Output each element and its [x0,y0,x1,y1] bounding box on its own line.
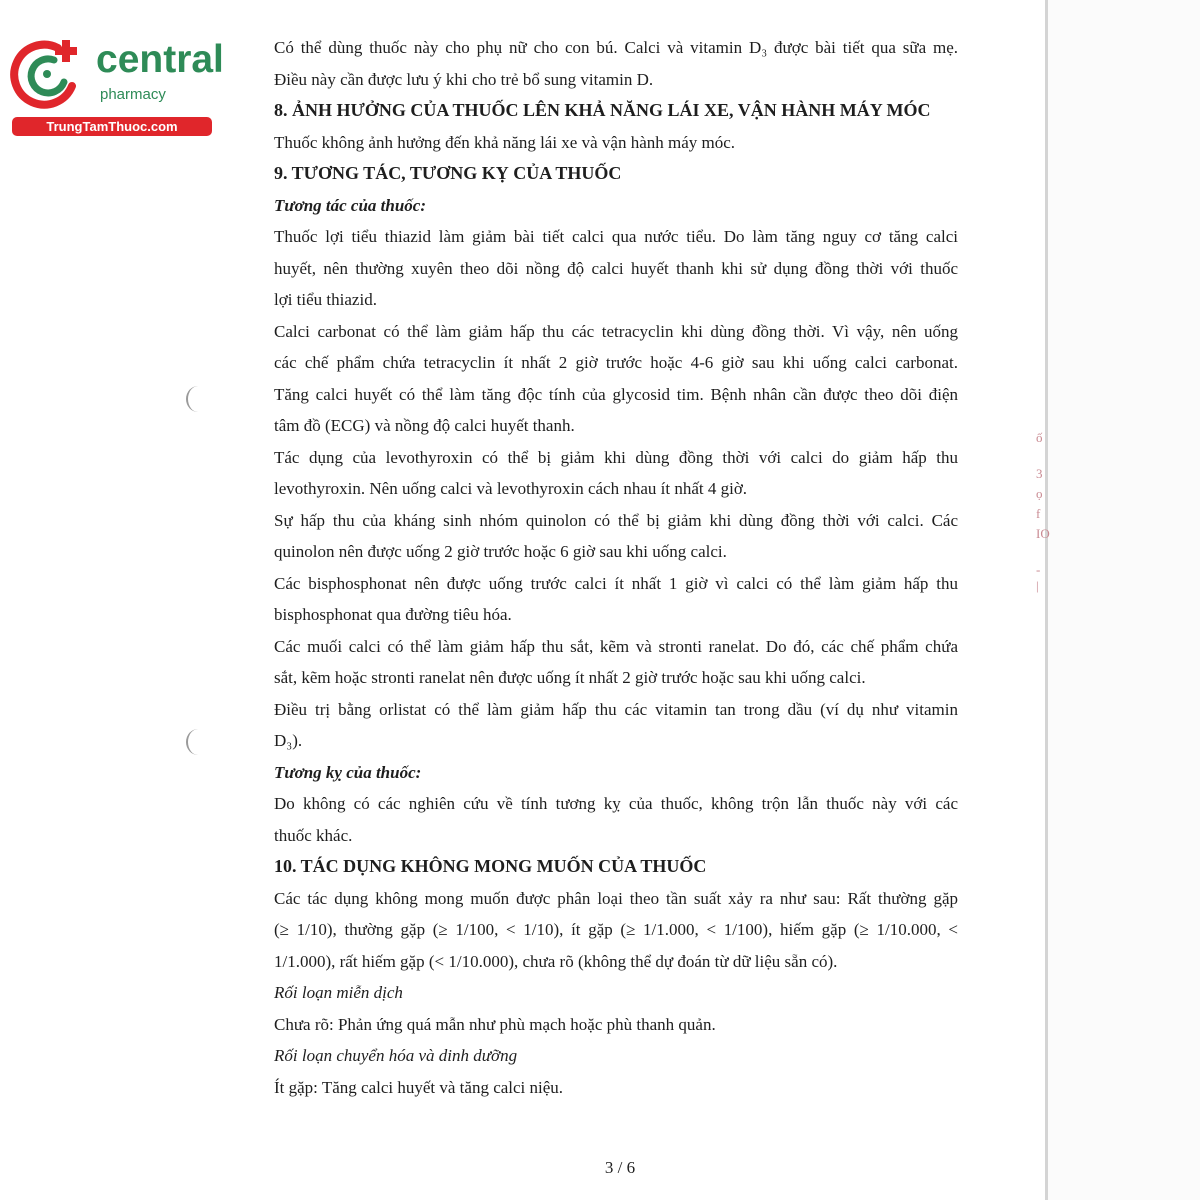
subsection-heading: Tương kỵ của thuốc: [274,762,422,782]
paragraph-line: Calci carbonat có thể làm giảm hấp thu các tetracyclin khi dùng đồng thời. Vì vậy, nên uống [274,321,958,341]
logo-url-banner: TrungTamThuoc.com [12,117,212,136]
punch-hole [186,386,210,412]
section-heading: 9. TƯƠNG TÁC, TƯƠNG KỴ CỦA THUỐC [274,163,622,183]
paragraph-line: thuốc khác. [274,825,353,845]
category-label: Rối loạn miễn dịch [274,983,403,1002]
section-heading: 8. ẢNH HƯỞNG CỦA THUỐC LÊN KHẢ NĂNG LÁI XE, VẬN HÀNH MÁY MÓC [274,100,931,120]
logo-cross-icon [10,38,90,112]
paragraph-line: Điều này cần được lưu ý khi cho trẻ bổ sung vitamin D. [274,69,654,89]
paragraph-line: Có thể dùng thuốc này cho phụ nữ cho con bú. Calci và vitamin D₃ được bài tiết qua sữa mẹ. [274,38,958,57]
paragraph-line: Thuốc không ảnh hưởng đến khả năng lái xe và vận hành máy móc. [274,132,736,152]
paragraph-line: Do không có các nghiên cứu về tính tương kỵ của thuốc, không trộn lẫn thuốc này với các [274,794,958,813]
category-label: Rối loạn chuyển hóa và dinh dưỡng [274,1046,518,1065]
margin-mark: 3 [1036,466,1043,481]
paragraph-line: quinolon nên được uống 2 giờ trước hoặc 6 giờ sau khi uống calci. [274,542,727,561]
paragraph-line: lợi tiểu thiazid. [274,290,377,309]
margin-mark: ố [1036,430,1043,445]
paragraph-line: Các bisphosphonat nên được uống trước calci ít nhất 1 giờ vì calci có thể làm giảm hấp thu [274,573,958,593]
paragraph-line: Tăng calci huyết có thể làm tăng độc tính của glycosid tim. Bệnh nhân cần được theo dõi điện [274,384,958,404]
paragraph-line: Thuốc lợi tiểu thiazid làm giảm bài tiết calci qua nước tiểu. Do làm tăng nguy cơ tăng calci [274,227,958,246]
paragraph-line: huyết, nên thường xuyên theo dõi nồng độ calci huyết thanh khi sử dụng đồng thời với thuốc [274,258,958,278]
paragraph-line: tâm đồ (ECG) và nồng độ calci huyết thanh. [274,416,575,435]
paragraph-line: sắt, kẽm hoặc stronti ranelat nên được uống ít nhất 2 giờ trước hoặc sau khi uống calci. [274,668,866,687]
paragraph-line: D₃). [274,731,303,750]
paragraph-line: (≥ 1/10), thường gặp (≥ 1/100, < 1/10), ít gặp (≥ 1/1.000, < 1/100), hiếm gặp (≥ 1/10.000, < [274,920,958,939]
paragraph-line: Sự hấp thu của kháng sinh nhóm quinolon có thể bị giảm khi dùng đồng thời với calci. Các [274,510,958,530]
paragraph-line: 1/1.000), rất hiếm gặp (< 1/10.000), chưa rõ (không thể dự đoán từ dữ liệu sẵn có). [274,951,838,971]
paragraph-line: Các muối calci có thể làm giảm hấp thu sắt, kẽm và stronti ranelat. Do đó, các chế phẩm chứa [274,636,958,656]
adjacent-page-marks [1036,430,1050,600]
subsection-heading: Tương tác của thuốc: [274,195,427,215]
margin-mark: IO [1036,526,1050,541]
document-body [274,32,958,1103]
adjacent-page-strip [1048,0,1200,1200]
page-edge-shadow [1045,0,1048,1200]
logo-tagline: pharmacy [100,86,166,103]
paragraph-line: bisphosphonat qua đường tiêu hóa. [274,605,512,624]
section-heading: 10. TÁC DỤNG KHÔNG MONG MUỐN CỦA THUỐC [274,856,707,876]
page-number: 3 / 6 [604,1158,636,1177]
logo-brand-text: central [96,38,224,81]
paragraph-line: Tác dụng của levothyroxin có thể bị giảm khi dùng đồng thời với calci do giảm hấp thu [274,447,958,467]
punch-hole [186,729,210,755]
margin-mark: | [1036,578,1039,593]
margin-mark: f [1036,506,1041,521]
paragraph-line: các chế phẩm chứa tetracyclin ít nhất 2 giờ trước hoặc 4-6 giờ sau khi uống calci carbonat. [274,353,958,372]
paragraph-line: Ít gặp: Tăng calci huyết và tăng calci niệu. [274,1077,564,1097]
margin-mark: ọ [1036,486,1043,501]
paragraph-line: levothyroxin. Nên uống calci và levothyroxin cách nhau ít nhất 4 giờ. [274,479,748,498]
paragraph-line: Điều trị bằng orlistat có thể làm giảm hấp thu các vitamin tan trong dầu (ví dụ như vitamin [274,699,958,719]
paragraph-line: Các tác dụng không mong muốn được phân loại theo tần suất xảy ra như sau: Rất thường gặp [274,888,958,908]
paragraph-line: Chưa rõ: Phản ứng quá mẫn như phù mạch hoặc phù thanh quản. [274,1014,716,1034]
central-pharmacy-logo [10,38,224,136]
margin-mark: - [1036,562,1041,577]
